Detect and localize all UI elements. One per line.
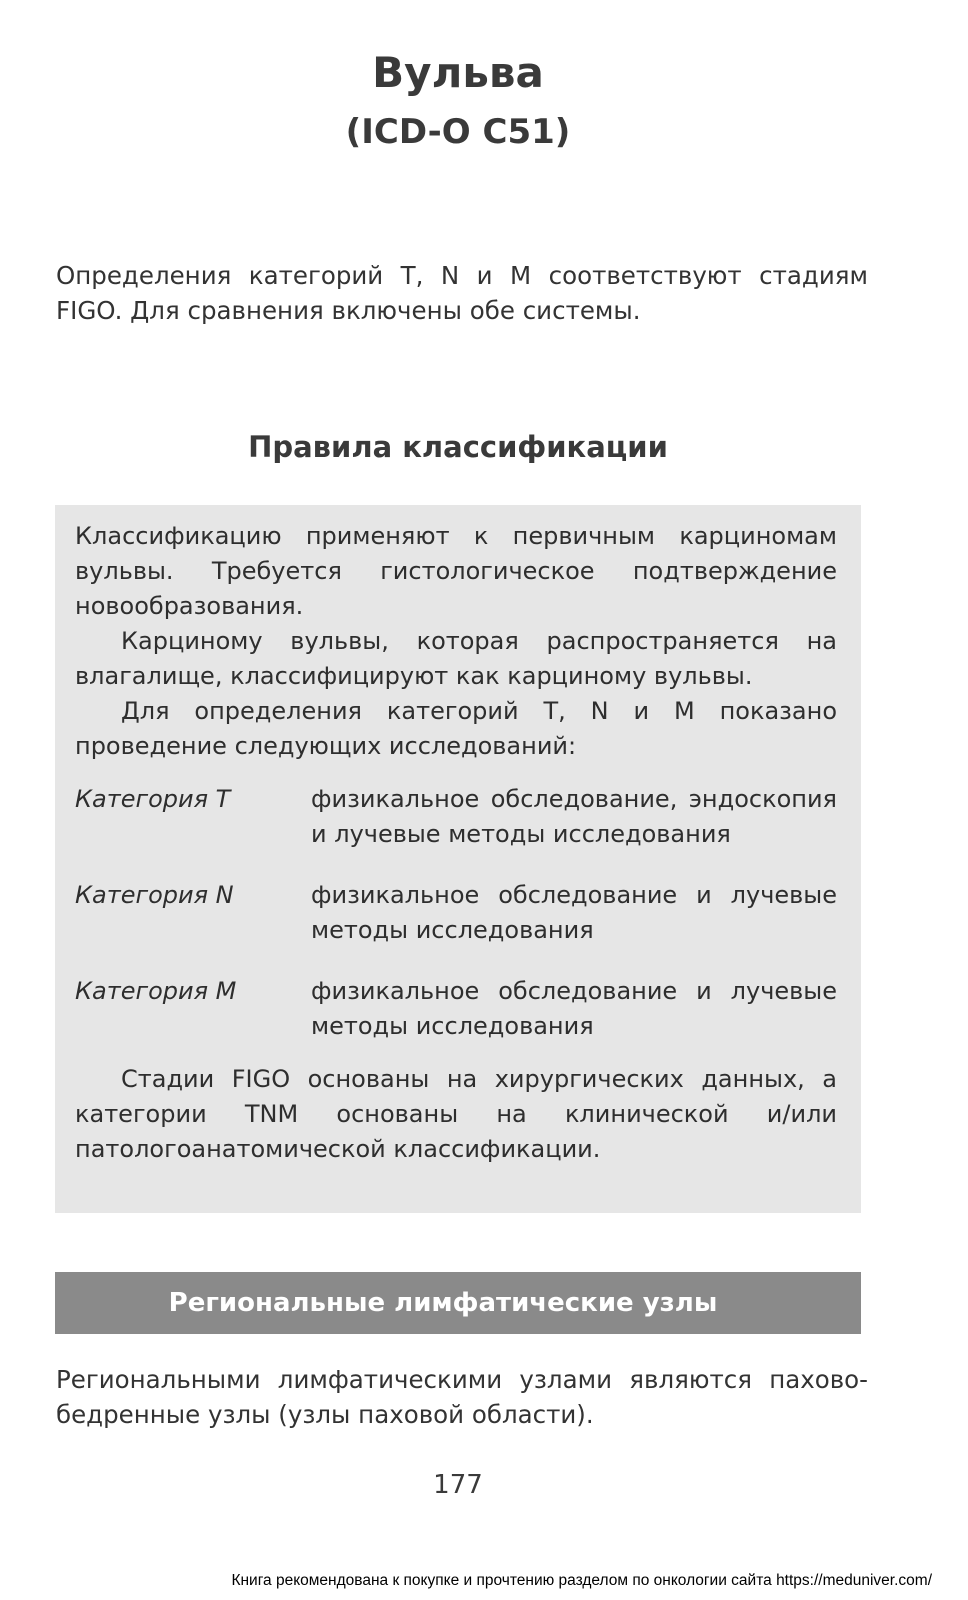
category-row-t	[75, 782, 837, 852]
intro-paragraph: Определения категорий T, N и M соответствуют стадиям FIGO. Для сравнения включены обе системы.	[56, 261, 868, 325]
category-list	[75, 782, 837, 1044]
category-name: Категория M	[75, 977, 237, 1005]
category-row-n	[75, 878, 837, 948]
category-row-m	[75, 974, 837, 1044]
rules-paragraph-1: Классификацию применяют к первичным карциномам вульвы. Требуется гистологическое подтверждение новообразования.	[75, 522, 837, 620]
category-description: физикальное обследование и лучевые методы исследования	[311, 977, 837, 1040]
classification-rules-heading: Правила классификации	[248, 430, 668, 464]
page-number: 177	[433, 1470, 483, 1500]
rules-paragraph-2: Карциному вульвы, которая распространяется на влагалище, классифицируют как карциному вульвы.	[75, 627, 837, 690]
rules-paragraph-3: Для определения категорий T, N и M показано проведение следующих исследований:	[75, 697, 837, 760]
page-title: Вульва	[372, 48, 544, 97]
rules-paragraph-4: Стадии FIGO основаны на хирургических данных, а категории TNM основаны на клинической и/или патологоанатомической классификации.	[75, 1065, 837, 1163]
footer-note: Книга рекомендована к покупке и прочтению разделом по онкологии сайта https://meduniver.com/	[231, 1572, 932, 1589]
classification-rules-box	[55, 505, 861, 1213]
category-name: Категория N	[75, 881, 234, 909]
category-description: физикальное обследование, эндоскопия и лучевые методы исследования	[311, 785, 837, 848]
regional-nodes-banner: Региональные лимфатические узлы	[55, 1272, 861, 1334]
category-description: физикальное обследование и лучевые методы исследования	[311, 881, 837, 944]
regional-nodes-paragraph: Региональными лимфатическими узлами являются пахово-бедренные узлы (узлы паховой области).	[56, 1365, 868, 1429]
category-name: Категория T	[75, 785, 231, 813]
icd-code: (ICD-O C51)	[345, 112, 571, 152]
